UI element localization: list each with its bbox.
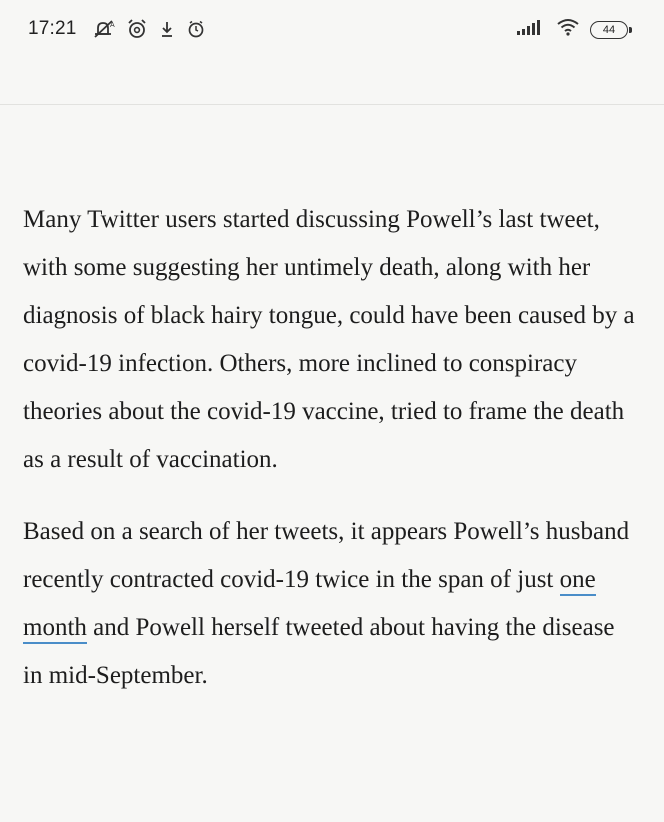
status-icons-left — [92, 18, 206, 45]
timer-icon — [186, 19, 206, 44]
wifi-icon — [556, 18, 580, 41]
alarm-icon — [126, 18, 148, 45]
muted-notification-icon — [92, 19, 116, 44]
paragraph-1: Many Twitter users started discussing Powell’s last tweet, with some suggesting her untimely death, along with her diagnosis of black hairy tongue, could have been caused by a covid-19 infection. Others, more inclined to conspiracy theories about the covid-19 vaccine, tried to frame the death as a result of vaccination. — [23, 206, 635, 473]
paragraph-2-before-link: Based on a search of her tweets, it appears Powell’s husband recently contracted covid-19 twice in the span of just — [23, 518, 630, 593]
status-bar — [0, 0, 664, 62]
paragraph-2 — [23, 508, 635, 700]
download-icon — [158, 19, 176, 44]
header-divider — [0, 104, 664, 105]
battery-indicator: 44 — [590, 21, 628, 39]
signal-icon — [516, 18, 546, 41]
status-icons-right — [516, 18, 628, 41]
svg-text:A: A — [110, 22, 115, 29]
article-body — [23, 196, 635, 700]
status-time: 17:21 — [28, 18, 77, 39]
paragraph-2-after-link: and Powell herself tweeted about having the disease in mid-September. — [23, 614, 615, 689]
one-month-link[interactable]: one month — [23, 566, 596, 644]
